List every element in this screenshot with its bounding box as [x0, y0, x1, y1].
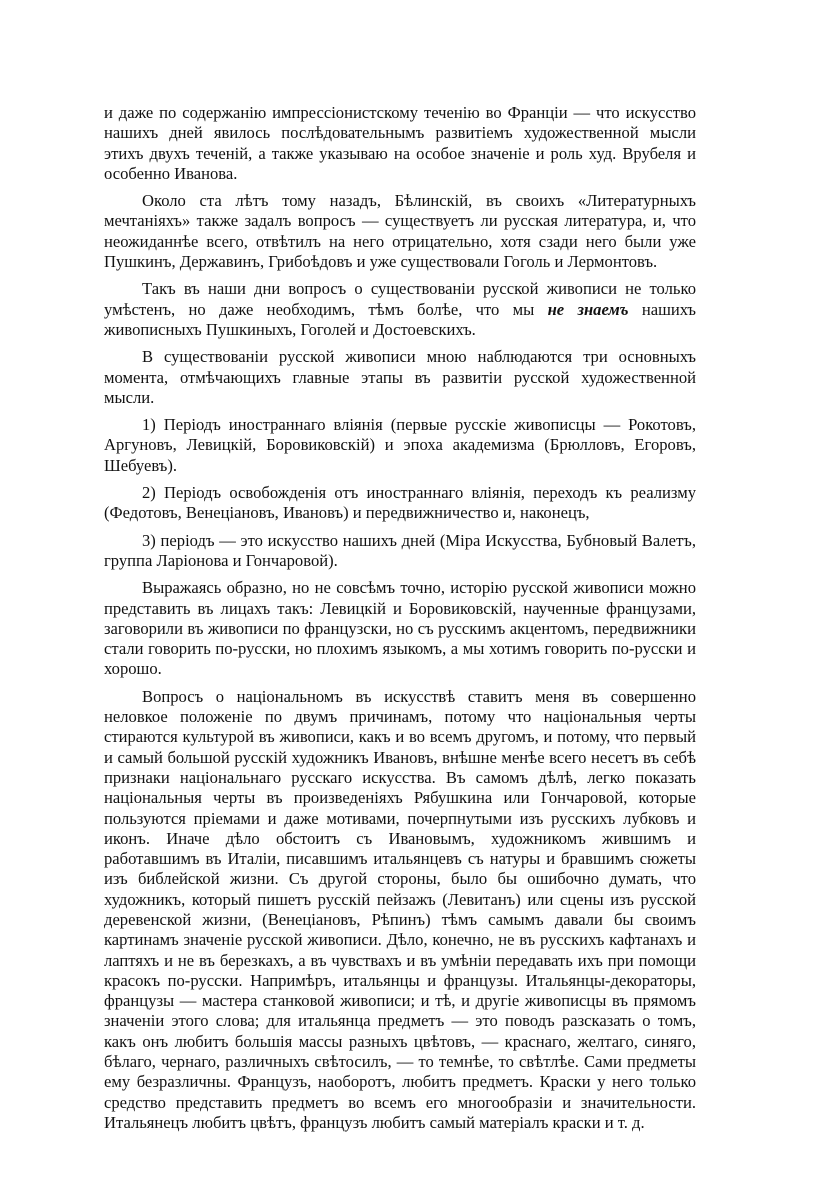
paragraph-4: В существованіи русской живописи мною наблюдаются три основныхъ момента, отмѣчающихъ главные этапы въ развитіи русской художественной мысли.	[104, 347, 696, 407]
document-page	[104, 103, 696, 1140]
paragraph-2: Около ста лѣтъ тому назадъ, Бѣлинскій, въ своихъ «Литературныхъ мечтаніяхъ» также задалъ вопросъ — существуетъ ли русская литература, и, что неожиданнѣе всего, отвѣтилъ на него отрицательно, хотя сзади него были уже Пушкинъ, Державинъ, Грибоѣдовъ и уже существовали Гоголь и Лермонтовъ.	[104, 191, 696, 272]
list-item-3: 3) періодъ — это искусство нашихъ дней (Міра Искусства, Бубновый Валетъ, группа Ларіонова и Гончаровой).	[104, 530, 696, 570]
paragraph-3	[104, 279, 696, 340]
paragraph-5: Выражаясь образно, но не совсѣмъ точно, исторію русской живописи можно представить въ лицахъ такъ: Левицкій и Боровиковскій, наученные французами, заговорили въ живописи по французски, но съ русскимъ акцентомъ, передвижники стали говорить по-русски, но плохимъ языкомъ, а мы хотимъ говорить по-русски и хорошо.	[104, 578, 696, 679]
paragraph-3-emphasis: не знаемъ	[547, 299, 629, 319]
paragraph-3-text-after: нашихъ живописныхъ Пушкиныхъ, Гоголей и Достоевскихъ.	[104, 299, 696, 339]
paragraph-6: Вопросъ о національномъ въ искусствѣ ставитъ меня въ совершенно неловкое положеніе по двумъ причинамъ, потому что національныя черты стираются культурой въ живописи, какъ и во всемъ другомъ, и потому, что первый и самый большой русскій художникъ Ивановъ, внѣшне менѣе всего несетъ въ себѣ признаки національнаго русскаго искусства. Въ самомъ дѣлѣ, легко показать національныя черты въ произведеніяхъ Рябушкина или Гончаровой, которые пользуются пріемами и даже мотивами, почерпнутыми изъ русскихъ лубковъ и иконъ. Иначе дѣло обстоитъ съ Ивановымъ, художникомъ жившимъ и работавшимъ въ Италіи, писавшимъ итальянцевъ съ натуры и бравшимъ сюжеты изъ библейской жизни. Съ другой стороны, было бы ошибочно думать, что художникъ, который пишетъ русскій пейзажъ (Левитанъ) или сцены изъ русской деревенской жизни, (Венеціановъ, Рѣпинъ) тѣмъ самымъ давали бы своимъ картинамъ значеніе русской живописи. Дѣло, конечно, не въ русскихъ кафтанахъ и лаптяхъ и не въ березкахъ, а въ чувствахъ и въ умѣніи передавать ихъ при помощи красокъ по-русски. Напримѣръ, итальянцы и французы. Итальянцы-декораторы, французы — мастера станковой живописи; и тѣ, и другіе живописцы въ прямомъ значеніи этого слова; для итальянца предметъ — это поводъ разсказать о томъ, какъ онъ любитъ большія массы разныхъ цвѣтовъ, — краснаго, желтаго, синяго, бѣлаго, чернаго, различныхъ свѣтосилъ, — то темнѣе, то свѣтлѣе. Сами предметы ему безразличны. Французъ, наоборотъ, любитъ предметъ. Краски у него только средство представить предметъ во всемъ его многообразіи и значительности. Итальянецъ любитъ цвѣтъ, французъ любитъ самый матеріалъ краски и т. д.	[104, 686, 696, 1132]
list-item-1: 1) Періодъ иностраннаго вліянія (первые русскіе живописцы — Рокотовъ, Аргуновъ, Левицкій, Боровиковскій) и эпоха академизма (Брюлловъ, Егоровъ, Шебуевъ).	[104, 415, 696, 475]
paragraph-3-text-before: Такъ въ наши дни вопросъ о существованіи русской живописи не только умѣстенъ, но даже необходимъ, тѣмъ болѣе, что мы	[104, 279, 696, 319]
paragraph-1: и даже по содержанію импрессіонистскому теченію во Франціи — что искусство нашихъ дней явилось послѣдовательнымъ развитіемъ художественной мысли этихъ двухъ теченій, а также указываю на особое значеніе и роль худ. Врубеля и особенно Иванова.	[104, 103, 696, 183]
list-item-2: 2) Періодъ освобожденія отъ иностраннаго вліянія, переходъ къ реализму (Федотовъ, Венеціановъ, Ивановъ) и передвижничество и, наконецъ,	[104, 483, 696, 523]
